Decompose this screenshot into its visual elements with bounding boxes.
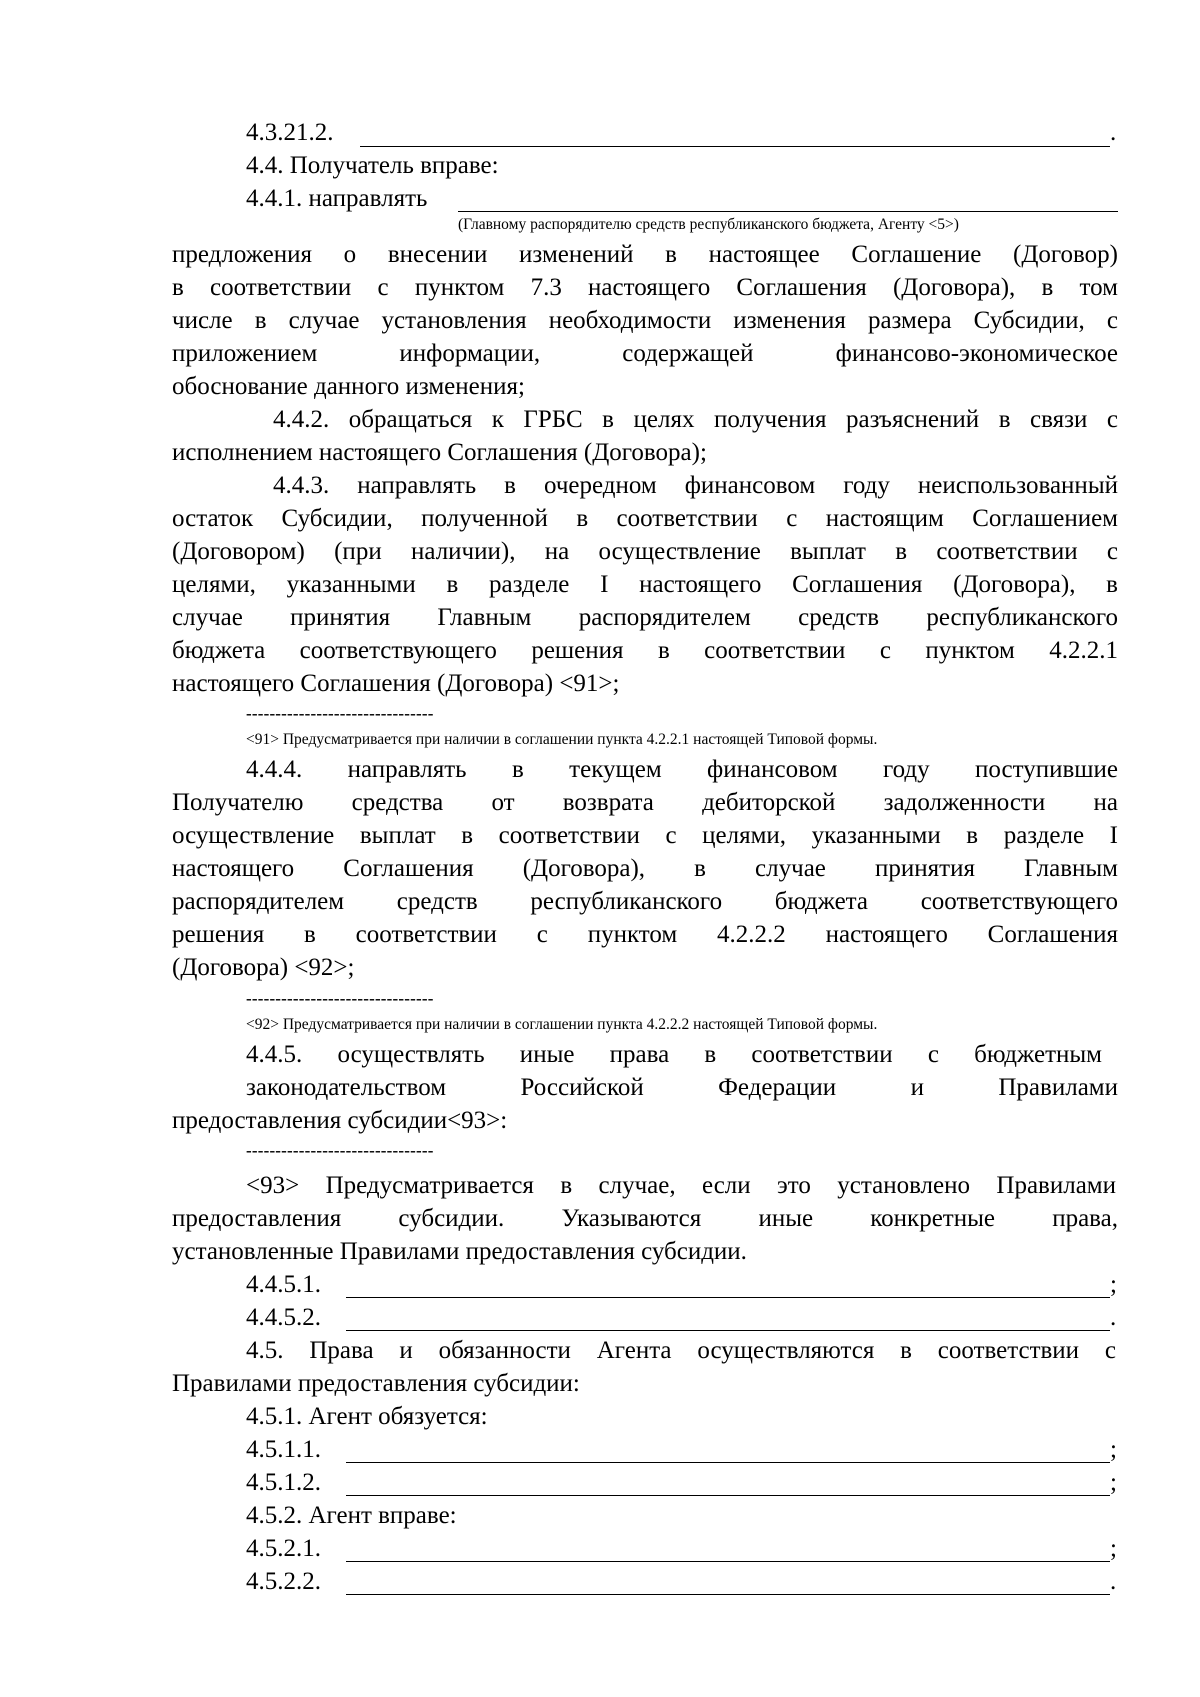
clause-4-4-title: 4.4. Получатель вправе:: [246, 152, 499, 179]
clause-4-5-1-2-number: 4.5.1.2.: [246, 1469, 321, 1496]
paragraph-line: решения в соответствии с пунктом 4.2.2.2 настоящего Соглашения: [172, 921, 1118, 948]
paragraph-line: 4.4.5. осуществлять иные права в соответствии с бюджетным: [246, 1041, 1102, 1068]
paragraph-line: числе в случае установления необходимости изменения размера Субсидии, с: [172, 307, 1118, 334]
paragraph-line: случае принятия Главным распорядителем средств республиканского: [172, 604, 1118, 631]
paragraph-line: 4.4.2. обращаться к ГРБС в целях получения разъяснений в связи с: [273, 406, 1118, 433]
clause-end-mark: ;: [1110, 1535, 1117, 1562]
paragraph-line: остаток Субсидии, полученной в соответствии с настоящим Соглашением: [172, 505, 1118, 532]
clause-end-mark: ;: [1110, 1469, 1117, 1496]
clause-4-5-1-1-number: 4.5.1.1.: [246, 1436, 321, 1463]
footnote-92: <92> Предусматривается при наличии в соглашении пункта 4.2.2.2 настоящей Типовой формы.: [246, 1016, 878, 1033]
clause-end-mark: .: [1110, 119, 1117, 146]
paragraph-line: Получателю средства от возврата дебиторской задолженности на: [172, 789, 1118, 816]
clause-end-mark: ;: [1110, 1436, 1117, 1463]
fill-in-caption: (Главному распорядителю средств республиканского бюджета, Агенту <5>): [458, 216, 959, 233]
paragraph-line: предоставления субсидии<93>:: [172, 1107, 508, 1134]
paragraph-line: (Договором) (при наличии), на осуществление выплат в соответствии с: [172, 538, 1118, 565]
fill-in-line: [346, 1297, 1110, 1298]
footnote-93-line: <93> Предусматривается в случае, если это установлено Правилами: [246, 1172, 1116, 1199]
clause-4-5-2-title: 4.5.2. Агент вправе:: [246, 1502, 457, 1529]
paragraph-line: (Договора) <92>;: [172, 954, 355, 981]
clause-4-4-5-2-number: 4.4.5.2.: [246, 1304, 321, 1331]
paragraph-line: распорядителем средств республиканского бюджета соответствующего: [172, 888, 1118, 915]
fill-in-line: [346, 1561, 1110, 1562]
paragraph-line: бюджета соответствующего решения в соответствии с пунктом 4.2.2.1: [172, 637, 1118, 664]
paragraph-line: законодательством Российской Федерации и Правилами: [246, 1074, 1118, 1101]
footnote-91: <91> Предусматривается при наличии в соглашении пункта 4.2.2.1 настоящей Типовой формы.: [246, 731, 878, 748]
clause-4-4-5-1-number: 4.4.5.1.: [246, 1271, 321, 1298]
footnote-separator: --------------------------------: [246, 704, 434, 723]
clause-4-5-1-title: 4.5.1. Агент обязуется:: [246, 1403, 488, 1430]
paragraph-line: приложением информации, содержащей финансово-экономическое: [172, 340, 1118, 367]
clause-end-mark: ;: [1110, 1271, 1117, 1298]
footnote-separator: --------------------------------: [246, 989, 434, 1008]
paragraph-line: настоящего Соглашения (Договора), в случае принятия Главным: [172, 855, 1118, 882]
fill-in-line: [346, 1330, 1110, 1331]
clause-4-5-2-2-number: 4.5.2.2.: [246, 1568, 321, 1595]
footnote-separator: --------------------------------: [246, 1141, 434, 1160]
paragraph-line: обоснование данного изменения;: [172, 373, 525, 400]
footnote-93-line: предоставления субсидии. Указываются иные конкретные права,: [172, 1205, 1118, 1232]
clause-end-mark: .: [1110, 1568, 1117, 1595]
paragraph-line: настоящего Соглашения (Договора) <91>;: [172, 670, 620, 697]
fill-in-line: [346, 1495, 1110, 1496]
paragraph-line: 4.4.4. направлять в текущем финансовом году поступившие: [246, 756, 1118, 783]
fill-in-line: [458, 211, 1118, 212]
clause-4-5-2-1-number: 4.5.2.1.: [246, 1535, 321, 1562]
clause-4-4-1-start: 4.4.1. направлять: [246, 185, 428, 212]
paragraph-line: 4.4.3. направлять в очередном финансовом году неиспользованный: [273, 472, 1118, 499]
fill-in-line: [346, 1594, 1110, 1595]
paragraph-line: целями, указанными в разделе I настоящего Соглашения (Договора), в: [172, 571, 1118, 598]
paragraph-line: в соответствии с пунктом 7.3 настоящего Соглашения (Договора), в том: [172, 274, 1118, 301]
clause-4-3-21-2-number: 4.3.21.2.: [246, 119, 334, 146]
footnote-93-line: установленные Правилами предоставления субсидии.: [172, 1238, 747, 1265]
paragraph-line: 4.5. Права и обязанности Агента осуществляются в соответствии с: [246, 1337, 1116, 1364]
fill-in-line: [346, 1462, 1110, 1463]
paragraph-line: исполнением настоящего Соглашения (Договора);: [172, 439, 707, 466]
fill-in-line: [360, 146, 1110, 147]
paragraph-line: Правилами предоставления субсидии:: [172, 1370, 580, 1397]
paragraph-line: предложения о внесении изменений в настоящее Соглашение (Договор): [172, 241, 1118, 268]
paragraph-line: осуществление выплат в соответствии с целями, указанными в разделе I: [172, 822, 1118, 849]
clause-end-mark: .: [1110, 1304, 1117, 1331]
